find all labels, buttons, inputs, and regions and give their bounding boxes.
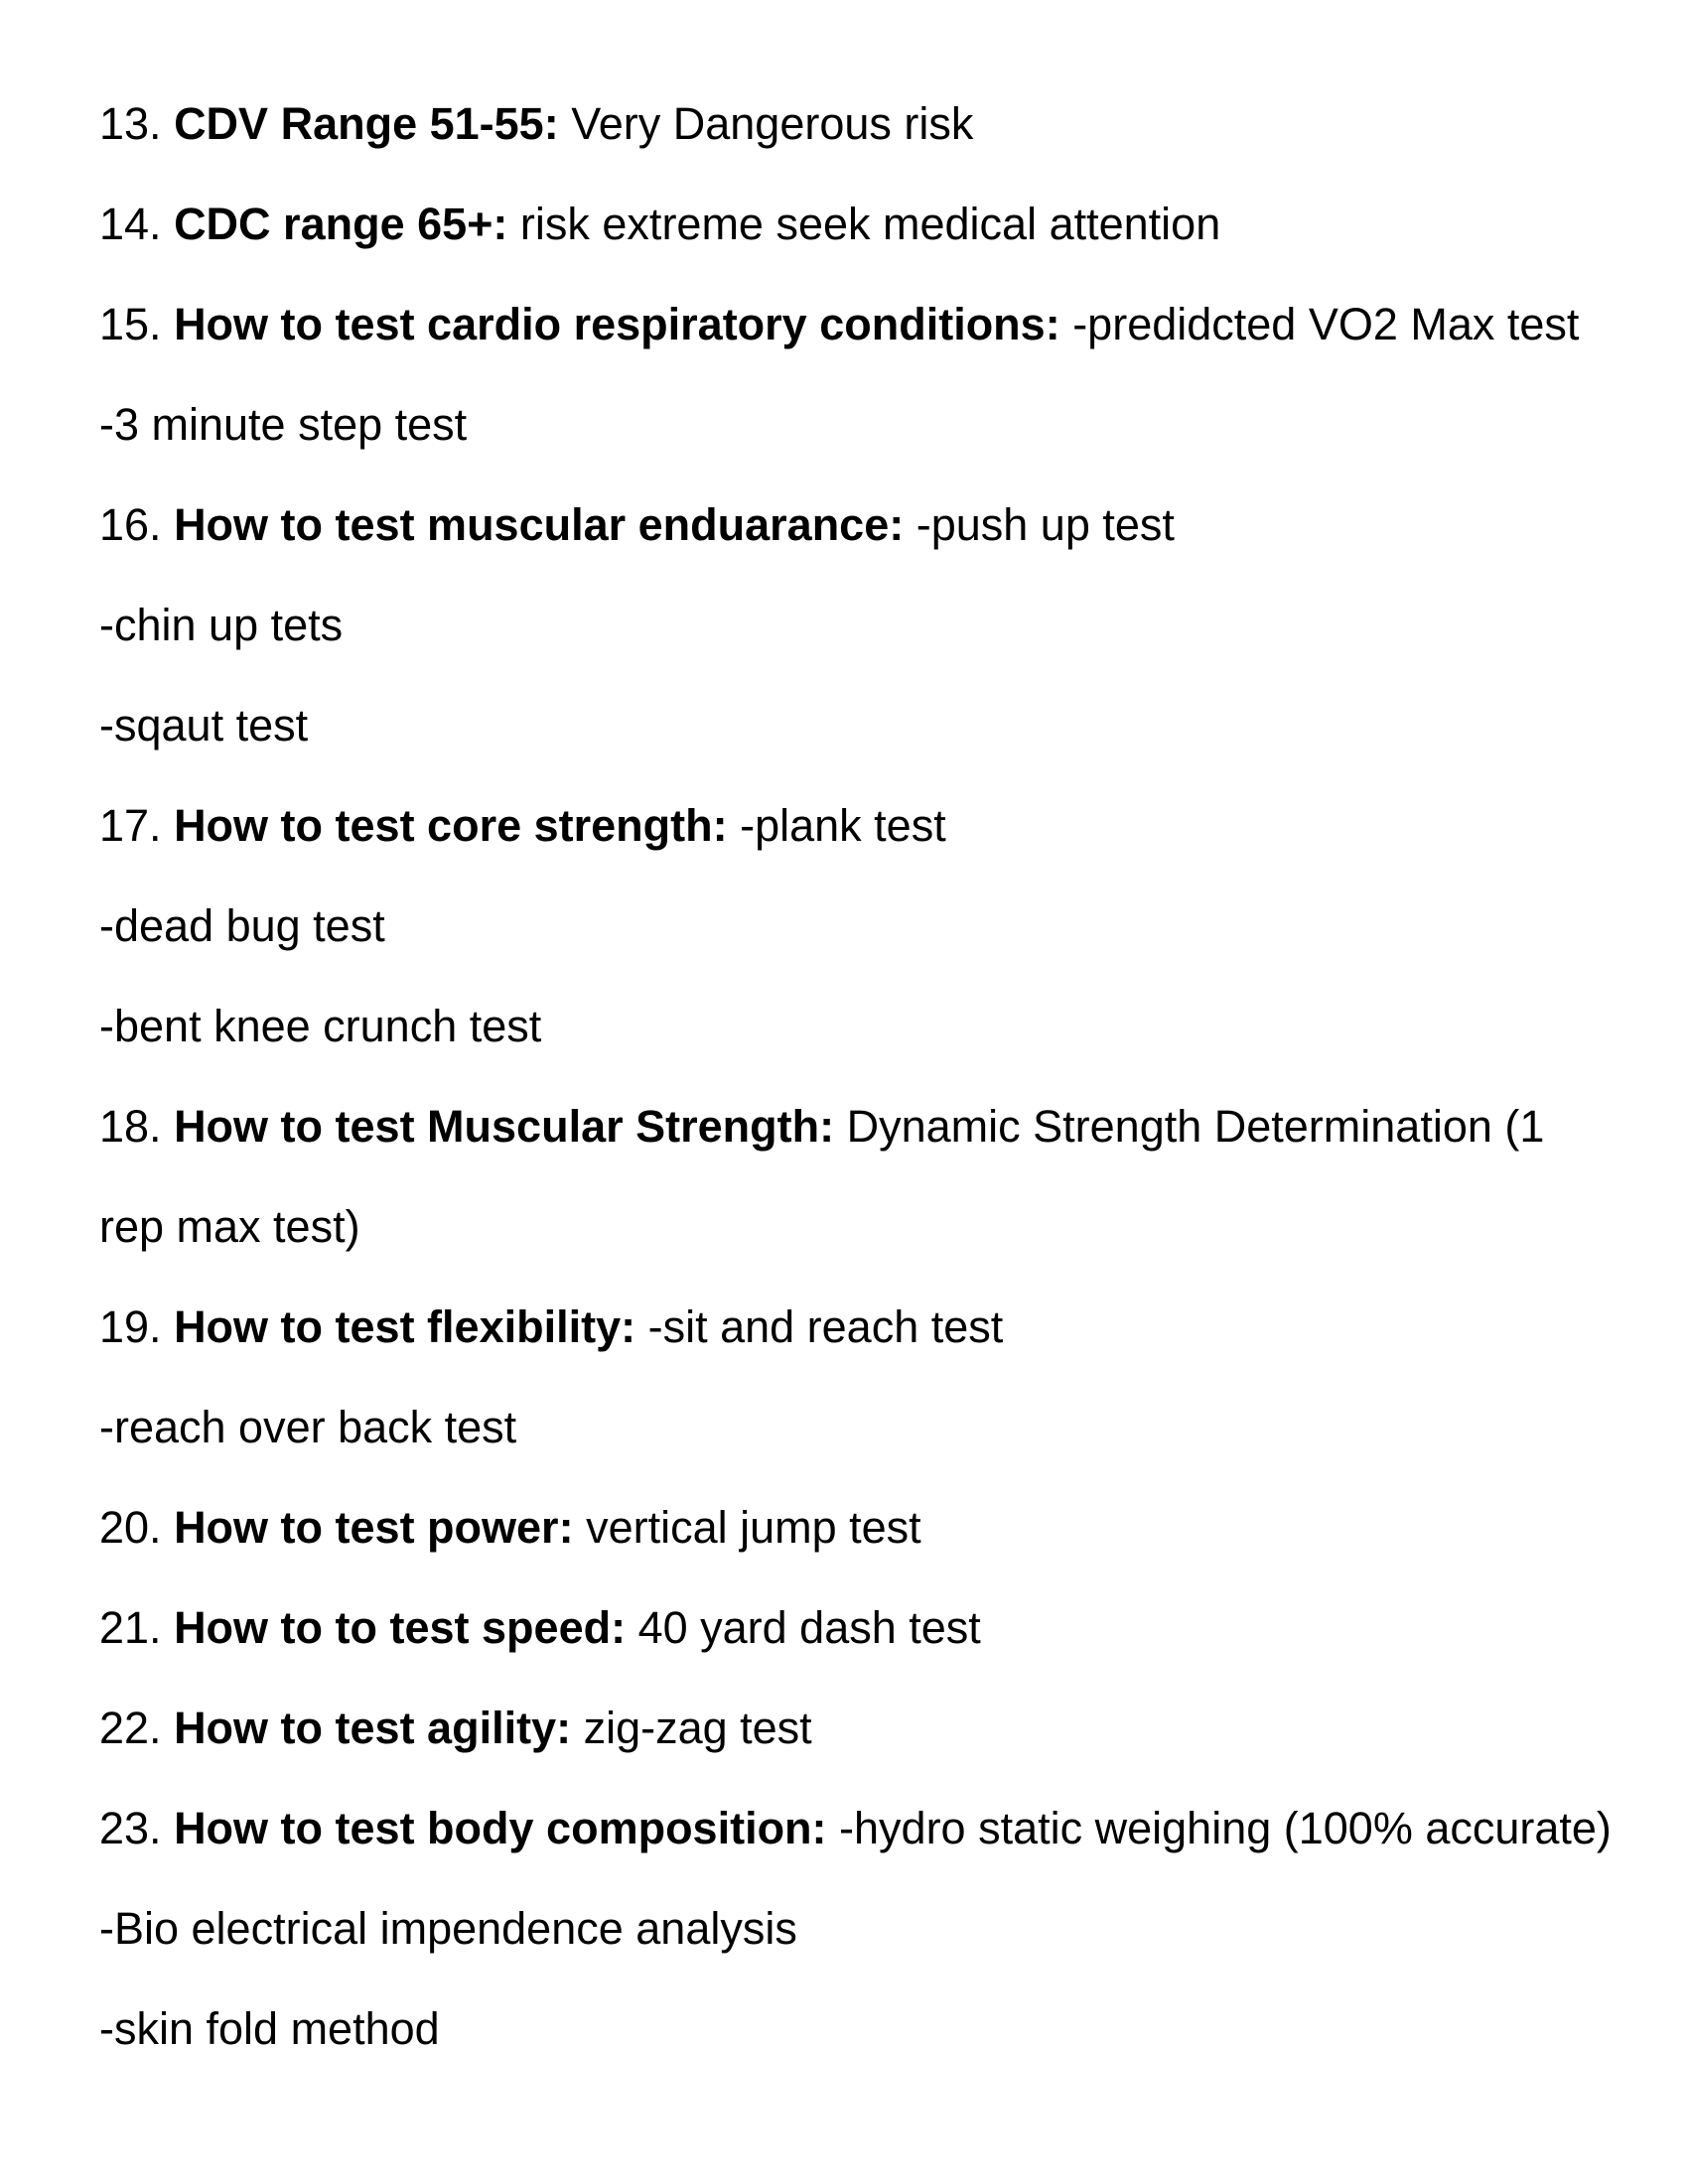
item-term: CDC range 65+: <box>174 199 508 249</box>
item-text: -bent knee crunch test <box>99 1001 542 1051</box>
list-item <box>99 1799 1648 1858</box>
item-number: 13. <box>99 98 175 149</box>
item-text: -sqaut test <box>99 700 309 751</box>
continuation-line <box>99 1398 1648 1457</box>
item-term: How to test power: <box>174 1502 574 1553</box>
item-term: How to test flexibility: <box>174 1301 636 1352</box>
item-text: vertical jump test <box>573 1502 921 1553</box>
continuation-line <box>99 896 1648 956</box>
item-text: -plank test <box>727 800 946 851</box>
item-term: How to test body composition: <box>174 1803 827 1853</box>
continuation-line <box>99 1899 1648 1959</box>
item-number: 23. <box>99 1803 175 1853</box>
list-item <box>99 495 1648 555</box>
item-term: How to test cardio respiratory conditions: <box>174 299 1060 349</box>
item-text: -sit and reach test <box>635 1301 1004 1352</box>
continuation-line <box>99 1999 1648 2059</box>
list-item <box>99 195 1648 254</box>
item-text: -Bio electrical impendence analysis <box>99 1903 797 1954</box>
item-number: 16. <box>99 499 175 550</box>
continuation-line <box>99 696 1648 755</box>
item-number: 17. <box>99 800 175 851</box>
item-term: How to test core strength: <box>174 800 728 851</box>
item-number: 15. <box>99 299 175 349</box>
list-item <box>99 1699 1648 1758</box>
item-number: 22. <box>99 1703 175 1753</box>
item-number: 21. <box>99 1602 175 1653</box>
continuation-line <box>99 596 1648 655</box>
item-text: 40 yard dash test <box>626 1602 981 1653</box>
item-text: -hydro static weighing (100% accurate) <box>826 1803 1612 1853</box>
item-text: rep max test) <box>99 1201 360 1252</box>
item-text: -predidcted VO2 Max test <box>1059 299 1580 349</box>
list-item <box>99 1097 1648 1157</box>
item-number: 18. <box>99 1101 175 1152</box>
item-term: How to to test speed: <box>174 1602 627 1653</box>
item-text: -dead bug test <box>99 900 385 951</box>
item-text: -push up test <box>904 499 1175 550</box>
list-item <box>99 1598 1648 1658</box>
item-text: zig-zag test <box>571 1703 812 1753</box>
continuation-line <box>99 1197 1648 1257</box>
list-item <box>99 1297 1648 1357</box>
list-item <box>99 295 1648 354</box>
item-text: -chin up tets <box>99 600 344 650</box>
item-number: 19. <box>99 1301 175 1352</box>
item-term: CDV Range 51-55: <box>174 98 559 149</box>
continuation-line <box>99 395 1648 455</box>
item-term: How to test agility: <box>174 1703 572 1753</box>
item-text: -3 minute step test <box>99 399 468 450</box>
item-text: risk extreme seek medical attention <box>507 199 1221 249</box>
item-text: Dynamic Strength Determination (1 <box>834 1101 1545 1152</box>
item-term: How to test muscular enduarance: <box>174 499 905 550</box>
item-term: How to test Muscular Strength: <box>174 1101 835 1152</box>
continuation-line <box>99 997 1648 1056</box>
list-item <box>99 94 1648 154</box>
item-number: 20. <box>99 1502 175 1553</box>
item-number: 14. <box>99 199 175 249</box>
item-text: -reach over back test <box>99 1402 517 1452</box>
list-item <box>99 796 1648 856</box>
item-text: -skin fold method <box>99 2003 440 2054</box>
list-item <box>99 1498 1648 1558</box>
item-text: Very Dangerous risk <box>558 98 974 149</box>
